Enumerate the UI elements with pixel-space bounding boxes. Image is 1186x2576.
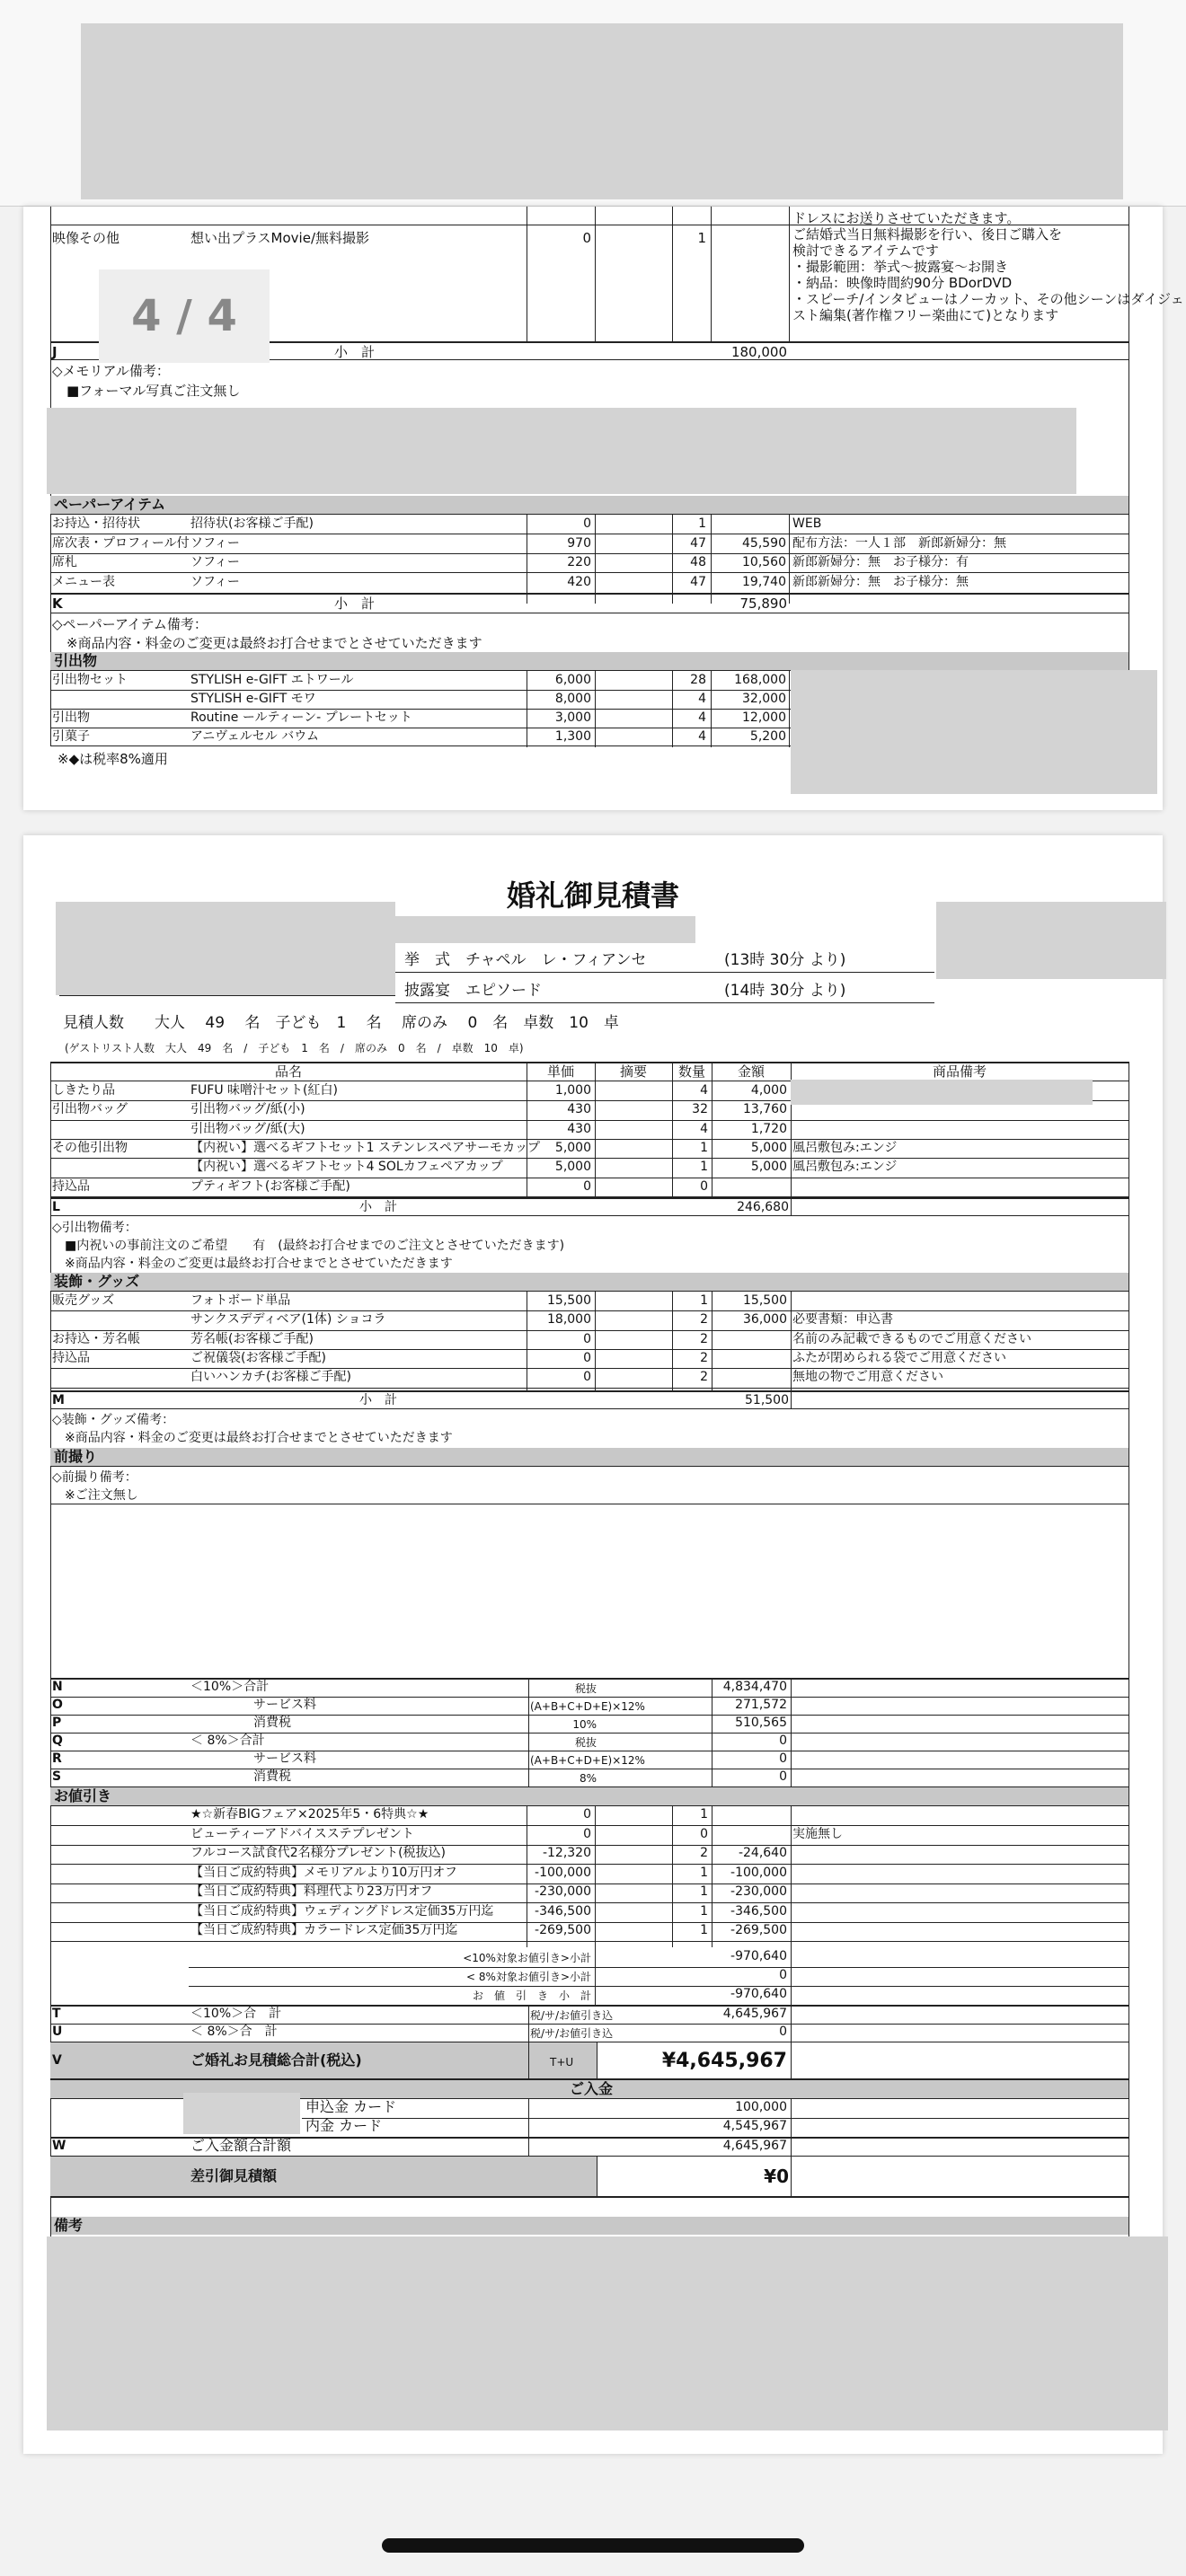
gift2-row-item: 引出物バッグ/紙(小) [190,1102,305,1117]
rule [50,1291,1128,1292]
gift-row-amount: 5,200 [749,729,786,744]
balance-amount: ¥0 [764,2166,789,2187]
deco-row-item: 芳名帳(お客様ご手配) [190,1331,314,1346]
discount-sum-amount: 0 [779,1968,787,1982]
gift2-row-category: 持込品 [52,1178,90,1194]
rule [50,1197,1128,1199]
discount-item: フルコース試食代2名様分プレゼント(税抜込) [190,1846,447,1860]
rule [50,1941,1128,1942]
total-label: サービス料 [253,1698,316,1712]
deco-row-item: 白いハンカチ(お客様ご手配) [190,1370,351,1385]
redacted-deposit-names [183,2093,300,2134]
rule [50,1697,1128,1698]
discount-price: -12,320 [542,1846,591,1860]
discount-qty: 1 [700,1865,708,1880]
rule [791,1947,792,2005]
gift2-row-note: 風呂敷包み:エンジ [792,1140,898,1155]
discount-sum-amount: -970,640 [730,1987,787,2001]
deco-row-item: サンクスデディベア(1体) ショコラ [190,1312,386,1328]
rule [50,1466,1128,1467]
total-label: サービス料 [253,1751,316,1766]
paper-row-category: 席次表・プロフィール付 [52,535,190,551]
section-remarks: 備考 [50,2217,1128,2235]
ceremony-time: (13時 30分 より) [724,951,846,969]
deco-row-category: 販売グッズ [52,1293,115,1308]
total-code: P [52,1716,62,1730]
discount-price: -230,000 [535,1884,591,1899]
reception-label: 披露宴 [404,982,450,1000]
discount-price: 0 [583,1807,591,1822]
gift2-row-amount: 13,760 [743,1102,787,1117]
deco-row-price: 0 [583,1370,591,1385]
discount-sum-label: お 値 引 き 小 計 [472,1989,591,2002]
home-indicator[interactable] [382,2538,804,2553]
subtotal-amount-k: 75,890 [739,595,787,612]
paper-row-price: 420 [567,574,591,589]
rule [1128,2196,1129,2237]
redacted-block-1 [47,408,1076,494]
deco-row-price: 15,500 [547,1293,591,1308]
rule [189,1967,1128,1968]
total-code: R [52,1751,62,1766]
deco-row-note: 名前のみ記載できるものでご用意ください [792,1331,1031,1346]
gift-row-qty: 4 [698,692,706,706]
total-basis: 税抜 [574,1736,597,1749]
total-code: Q [52,1734,63,1748]
paper-row-category: メニュー表 [52,574,115,589]
paper-row-item: 招待状(お客様ご手配) [190,516,314,531]
header-price: 単価 [546,1063,574,1080]
gift2-row-qty: 1 [700,1140,708,1155]
discount-qty: 1 [700,1923,708,1937]
total-label: 消費税 [253,1716,291,1730]
deposit-total-code: W [52,2139,66,2153]
discount-qty: 2 [700,1846,708,1860]
reception-venue: エピソード [465,982,542,1000]
total-code: O [52,1698,63,1712]
gift2-row-qty: 0 [700,1178,708,1194]
balance-label-bg [50,2157,597,2196]
deposit-total-amount: 4,645,967 [722,2139,787,2153]
deco-row-item: ご祝儀袋(お客様ご手配) [190,1350,326,1365]
gift-row-amount: 168,000 [734,673,786,687]
paper-row-note: 配布方法：一人１部 新郎新婦分：無 [792,535,1006,551]
deco-row-item: フォトボード単品 [190,1293,291,1308]
discount-sum-label: < 8%対象お値引き>小計 [466,1971,591,1983]
subtotal-l-amount: 246,680 [737,1200,789,1214]
redacted-gift-note [791,1080,1093,1105]
rule [791,1390,792,1408]
redacted-date [395,916,695,943]
gift-row-category: 引出物 [52,710,90,725]
gift2-row-amount: 5,000 [750,1160,787,1175]
deco-row-price: 0 [583,1331,591,1346]
gift2-row-price: 1,000 [554,1083,591,1098]
paper-row-amount: 10,560 [742,555,786,569]
gift2-row-note: 風呂敷包み:エンジ [792,1160,898,1175]
rule [50,1408,1128,1409]
deco-row-note: 無地の物でご用意ください [792,1370,943,1385]
discount-amount: -230,000 [730,1884,787,1899]
balance-label: 差引御見積額 [190,2167,278,2184]
gift-row-amount: 32,000 [742,692,786,706]
gift-row-item: STYLISH e-GIFT エトワール [190,673,354,687]
final-total-basis: 税/サ/お値引き込 [530,2009,614,2022]
gift2-row-item: 引出物バッグ/紙(大) [190,1121,305,1136]
paper-row-item: ソフィー [190,535,240,551]
rule [50,1388,1128,1389]
total-code: N [52,1680,63,1694]
gift2-row-item: プティギフト(お客様ご手配) [190,1178,350,1194]
section-deposit: ご入金 [50,2080,1128,2098]
deposit-total-label: ご入金額合計額 [190,2137,292,2154]
rule [189,1986,1128,1987]
gift-row-item: STYLISH e-GIFT モワ [190,692,316,706]
header-amount: 金額 [737,1063,765,1080]
gift2-row-price: 0 [583,1178,591,1194]
video-other-category: 映像その他 [52,230,120,246]
gift2-notes-line: ※商品内容・料金のご変更は最終お打合せまでとさせていただきます [65,1257,453,1271]
total-amount: 0 [779,1734,787,1748]
paper-row-price: 0 [583,516,591,531]
total-amount: 271,572 [735,1698,787,1712]
rule [791,2099,792,2156]
discount-item: ビューティーアドバイスステプレゼント [190,1826,414,1841]
discount-amount: -100,000 [730,1865,787,1880]
gift2-row-category: 引出物バッグ [52,1102,128,1117]
discount-qty: 0 [700,1826,708,1841]
rule [791,2042,792,2078]
section-gifts: 引出物 [50,652,1128,670]
rule [50,1215,1128,1216]
discount-item: 【当日ご成約特典】ウェディングドレス定価35万円迄 [190,1903,494,1919]
section-discount: お値引き [50,1787,1128,1805]
final-total-label: ＜ 8%＞合 計 [190,2025,278,2039]
rule [595,1291,596,1391]
header-note: 商品備考 [932,1063,987,1080]
pre-notes-line: ※ご注文無し [65,1488,138,1503]
video-notes: ドレスにお送りさせていただきます。 ご結婚式当日無料撮影を行い、後日ご購入を 検討できるアイテムです ・撮影範囲：挙式～披露宴～お開き ・納品：映像時間約90分 BDorDVD ・スピーチ/インタビューはノーカット、その他シーンはダイジェ スト編集(著作権フリー楽曲にて)となります [792,210,1184,323]
gift2-row-category: しきたり品 [52,1083,115,1098]
paper-row-item: ソフィー [190,555,240,569]
discount-sum-amount: -970,640 [730,1949,787,1963]
gift2-row-amount: 4,000 [750,1083,787,1098]
deco-row-price: 0 [583,1350,591,1365]
rule [791,1805,792,1947]
tax-note: ※◆は税率8%適用 [58,751,168,767]
gift-row-qty: 4 [698,729,706,744]
total-amount: 4,834,470 [722,1680,787,1694]
total-label: 消費税 [253,1769,291,1784]
paper-row-category: お持込・招待状 [52,516,140,531]
rule [50,2196,1128,2198]
grand-total-code: V [52,2053,62,2068]
grand-total-label: ご婚礼お見積総合計(税込) [190,2051,362,2069]
total-label: ＜10%＞合計 [190,1680,270,1694]
rule [528,2099,529,2156]
subtotal-amount-j: 180,000 [730,344,787,360]
header-summary: 摘要 [619,1063,647,1080]
redacted-block-2 [791,670,1157,794]
gift2-notes-line: ■内祝いの事前注文のご希望 有 (最終お打合せまでのご注文とさせていただきます) [65,1239,565,1253]
discount-price: -269,500 [535,1923,591,1937]
rule [595,1947,596,2005]
rule [50,1390,1128,1392]
gift-row-qty: 28 [690,673,706,687]
gift2-row-qty: 4 [700,1121,708,1136]
deco-row-amount: 15,500 [743,1293,787,1308]
total-basis: 税抜 [574,1682,597,1695]
video-other-qty: 1 [697,230,706,246]
grand-total-basis: T+U [550,2056,574,2069]
rule [50,1715,1128,1716]
gift2-notes-title: ◇引出物備考： [52,1221,137,1235]
pre-notes-title: ◇前撮り備考： [52,1470,137,1485]
discount-item: 【当日ご成約特典】カラードレス定価35万円迄 [190,1923,458,1937]
gift2-row-item: FUFU 味噌汁セット(紅白) [190,1083,338,1098]
total-code: S [52,1769,62,1784]
subtotal-m-amount: 51,500 [745,1393,789,1407]
paper-row-qty: 48 [690,555,706,569]
discount-price: -346,500 [535,1903,591,1919]
gift-row-category: 引出物セット [52,673,128,687]
memorial-notes-body: ■フォーマル写真ご注文無し [66,383,241,399]
discount-amount: -24,640 [738,1846,787,1860]
redacted-venue-info [936,902,1166,979]
paper-row-price: 220 [567,555,591,569]
gift2-row-amount: 1,720 [750,1121,787,1136]
gift2-row-price: 430 [567,1121,591,1136]
deco-row-category: お持込・芳名帳 [52,1331,140,1346]
reception-time: (14時 30分 より) [724,982,846,1000]
paper-row-note: WEB [792,516,822,531]
paper-row-note: 新郎新婦分：無 お子様分：有 [792,555,969,569]
subtotal-label-j: 小 計 [334,344,376,360]
rule [791,2157,792,2196]
gift-row-price: 6,000 [554,673,591,687]
grand-total-amount: ¥4,645,967 [661,2050,787,2072]
ceremony-label: 挙 式 [404,951,450,969]
video-other-item: 想い出プラスMovie/無料撮影 [190,230,369,246]
section-decoration: 装飾・グッズ [50,1273,1128,1291]
gift2-row-qty: 1 [700,1160,708,1175]
subtotal-code-k: K [52,595,63,612]
discount-item: ★☆新春BIGフェア×2025年5・6特典☆★ [190,1807,429,1822]
total-basis: (A+B+C+D+E)×12% [530,1700,645,1713]
paper-row-qty: 1 [698,516,706,531]
discount-note: 実施無し [792,1826,843,1841]
paper-row-item: ソフィー [190,574,240,589]
gift2-row-item: 【内祝い】選べるギフトセット4 SOLカフェペアカップ [190,1160,503,1175]
gift-row-price: 1,300 [554,729,591,744]
paper-row-category: 席札 [52,555,77,569]
paper-row-price: 970 [567,535,591,551]
redacted-header [81,23,1123,199]
subtotal-m-code: M [52,1393,65,1407]
total-basis: 10% [572,1718,597,1731]
gift2-row-item: 【内祝い】選べるギフトセット1 ステンレスペアサーモカップ [190,1140,541,1155]
header-qty: 数量 [677,1063,705,1080]
rule [1128,1062,1129,2238]
gift-row-amount: 12,000 [742,710,786,725]
discount-price: -100,000 [535,1865,591,1880]
total-basis: 8% [579,1772,597,1785]
final-total-code: T [52,2007,61,2021]
paper-notes-title: ◇ペーパーアイテム備考： [52,616,208,632]
gift-row-category: 引菓子 [52,729,90,744]
deco-row-qty: 2 [700,1350,708,1365]
deco-notes-title: ◇装飾・グッズ備考： [52,1413,175,1427]
discount-qty: 1 [700,1807,708,1822]
rule [50,2196,51,2237]
rule [595,1805,596,1947]
deposit-amount: 4,545,967 [722,2119,787,2133]
deco-row-note: ふたが閉められる袋でご用意ください [792,1350,1006,1365]
final-total-amount: 4,645,967 [722,2007,787,2021]
gift2-row-qty: 32 [692,1102,708,1117]
deposit-label: 申込金 カード [305,2098,397,2115]
discount-item: 【当日ご成約特典】料理代より23万円オフ [190,1884,433,1899]
gift-row-qty: 4 [698,710,706,725]
gift-row-price: 8,000 [554,692,591,706]
discount-item: 【当日ご成約特典】メモリアルより10万円オフ [190,1865,457,1880]
final-total-amount: 0 [779,2025,787,2039]
final-total-basis: 税/サ/お値引き込 [530,2027,614,2040]
total-amount: 0 [779,1751,787,1766]
gift2-row-price: 5,000 [554,1160,591,1175]
deco-notes-line: ※商品内容・料金のご変更は最終お打合せまでとさせていただきます [65,1431,453,1445]
paper-row-note: 新郎新婦分：無 お子様分：無 [792,574,969,589]
gift-row-item: Routine ールティーン- プレートセット [190,710,412,725]
subtotal-code-j: J [52,344,58,360]
subtotal-l-code: L [52,1200,60,1214]
gift-row-item: アニヴェルセル バウム [190,729,320,744]
deco-row-price: 18,000 [547,1312,591,1328]
memorial-notes-title: ◇メモリアル備考： [52,363,170,379]
redacted-remarks [47,2236,1168,2430]
video-other-price: 0 [582,230,591,246]
paper-row-amount: 45,590 [742,535,786,551]
document-title: 婚礼御見積書 [506,878,679,913]
deposit-label: 内金 カード [305,2117,383,2134]
paper-row-qty: 47 [690,574,706,589]
guest-count: 見積人数 大人 49 名 子ども 1 名 席のみ 0 名 卓数 10 卓 [63,1014,619,1032]
total-label: ＜ 8%＞合計 [190,1734,265,1748]
gift2-row-amount: 5,000 [750,1140,787,1155]
discount-amount: -269,500 [730,1923,787,1937]
gift2-row-category: その他引出物 [52,1140,128,1155]
ceremony-venue: チャペル レ・フィアンセ [465,951,647,969]
subtotal-label-k: 小 計 [334,595,376,612]
final-total-label: ＜10%＞合 計 [190,2007,282,2021]
section-pre-shoot: 前撮り [50,1448,1128,1466]
page-indicator: 4 / 4 [99,269,270,363]
deco-row-qty: 2 [700,1312,708,1328]
header-item: 品名 [274,1063,302,1080]
total-amount: 0 [779,1769,787,1784]
guest-list-count: (ゲストリスト人数 大人 49 名 / 子ども 1 名 / 席のみ 0 名 / 卓数 10 卓) [65,1042,524,1054]
deco-row-qty: 1 [700,1293,708,1308]
deco-row-amount: 36,000 [743,1312,787,1328]
total-basis: (A+B+C+D+E)×12% [530,1754,645,1767]
discount-qty: 1 [700,1903,708,1919]
gift-row-price: 3,000 [554,710,591,725]
discount-qty: 1 [700,1884,708,1899]
deco-row-category: 持込品 [52,1350,90,1365]
gift2-row-price: 5,000 [554,1140,591,1155]
deco-row-qty: 2 [700,1370,708,1385]
discount-sum-label: <10%対象お値引き>小計 [463,1952,591,1964]
redacted-customer-info [56,902,395,995]
gift2-row-qty: 4 [700,1083,708,1098]
total-amount: 510,565 [735,1716,787,1730]
rule [791,1197,792,1215]
paper-notes-body: ※商品内容・料金のご変更は最終お打合せまでとさせていただきます [66,635,482,651]
discount-price: 0 [583,1826,591,1841]
subtotal-l-label: 小 計 [359,1200,397,1214]
paper-row-amount: 19,740 [742,574,786,589]
paper-row-qty: 47 [690,535,706,551]
rule [791,1291,792,1391]
deposit-amount: 100,000 [735,2100,787,2114]
rule [528,2042,529,2078]
deco-row-note: 必要書類：申込書 [792,1312,893,1328]
section-paper-items: ペーパーアイテム [50,496,1128,514]
gift2-row-price: 430 [567,1102,591,1117]
deco-row-qty: 2 [700,1331,708,1346]
subtotal-m-label: 小 計 [359,1393,397,1407]
discount-amount: -346,500 [730,1903,787,1919]
final-total-code: U [52,2025,63,2039]
